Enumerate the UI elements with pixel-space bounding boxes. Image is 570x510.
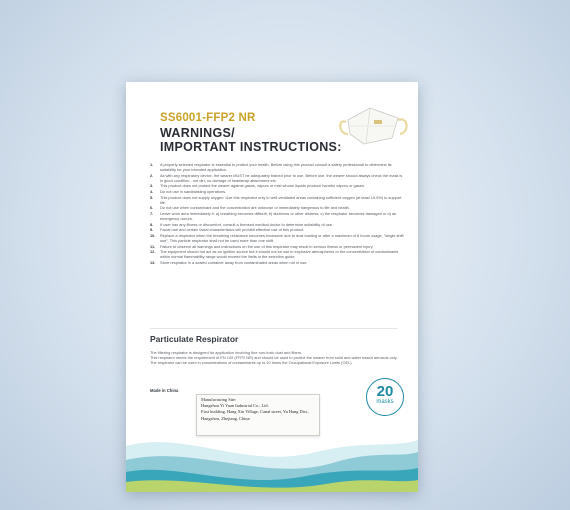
label-line: Hangzhou, Zhejiang, China — [201, 415, 250, 421]
list-item: 10. Replace a respirator when the breathing resistance becomes excessive due to dust loading or after a maximum of 8 hours usage, "single shift use". This particle respirator shall not be used more than one shift. — [150, 232, 404, 243]
instructions-list — [150, 162, 404, 266]
list-item: 13. Store respirator in a sealed container away from contaminated areas when not in use. — [150, 259, 308, 265]
model-number: SS6001-FFP2 NR — [160, 112, 256, 124]
label-line: Manufacturing Site: — [201, 397, 237, 402]
made-in-text: Made in China — [150, 388, 179, 393]
section-divider — [150, 328, 398, 329]
list-item: 7. Leave work area immediately if: a) breathing becomes difficult; b) dizziness or other distress; c) the respirator becomes damaged or d) an emergency occurs. — [150, 210, 397, 222]
section-paragraph: The respirator can be used in concentrations of contaminants up to 10 times the Occupational Exposure Limits (OEL). — [150, 360, 353, 366]
mask-icon — [336, 100, 410, 148]
section-paragraph: This respirator meets the requirement of EN 149 (FFP2 NR) and should be used to protect the wearer from solid and water based aerosols only. — [150, 355, 398, 361]
title-line-1: WARNINGS/ — [160, 126, 235, 140]
section-text — [150, 350, 400, 366]
mask-count-unit: masks — [376, 399, 394, 405]
section-title: Particulate Respirator — [150, 334, 239, 344]
list-item: 6. Do not use when contaminant and the concentration are unknown or immediately dangerous to life and health. — [150, 205, 350, 211]
label-line: Hangzhou Yi Yuan Industrial Co., Ltd. — [201, 403, 269, 409]
label-line: First building, Hang Xin Village, Canal street, Yu Hang Dist., — [201, 409, 310, 415]
list-item: 9. Facial hair and certain facial characteristics will prohibit effective use of this product. — [150, 227, 305, 233]
title-line-2: IMPORTANT INSTRUCTIONS: — [160, 140, 342, 154]
list-item: 12. The equipment should not act as an ignition source but it should not be use in explosive atmospheres or the concentration of contaminants within normal flammability range would exceed the limits in the selection guide. — [150, 249, 399, 260]
decorative-waves — [126, 400, 418, 492]
list-item: 5. This product does not supply oxygen. Use this respirator only in well-ventilated areas containing sufficient oxygen (at least 19.5%) to support life. — [150, 194, 402, 205]
list-item: 2. As with any respiratory device, the wearer MUST be adequately trained prior to use. Before use, the wearer should always check the mask is in good condition - not dirt, no damage of headstrap attachment etc. — [150, 172, 403, 183]
list-item: 4. Do not use in sandblasting operations. — [150, 189, 227, 195]
list-item: 11. Failure to observe all warnings and instructions on the use of this respirator may result in serious illness or permanent injury. — [150, 243, 374, 249]
instruction-sheet — [126, 82, 418, 492]
list-item: 3. This product does not protect the wearer against gases, vapors or mist whose liquids produce harmful vapors or gases. — [150, 183, 366, 189]
list-item: 1. A properly selected respirator is essential to protect your health. Before using this product consult a safety professional to determine its suitability for your intended application. — [150, 162, 392, 173]
section-paragraph: The filtering respirator is designed for application involving fine non-toxic dust and fibers. — [150, 350, 303, 355]
page-title — [160, 126, 350, 154]
mask-count-badge — [366, 378, 404, 416]
list-item: 8. If user has any illness or discomfort, consult a licensed medical doctor to determine suitability of use. — [150, 221, 333, 227]
mask-count: 20 — [376, 383, 394, 400]
